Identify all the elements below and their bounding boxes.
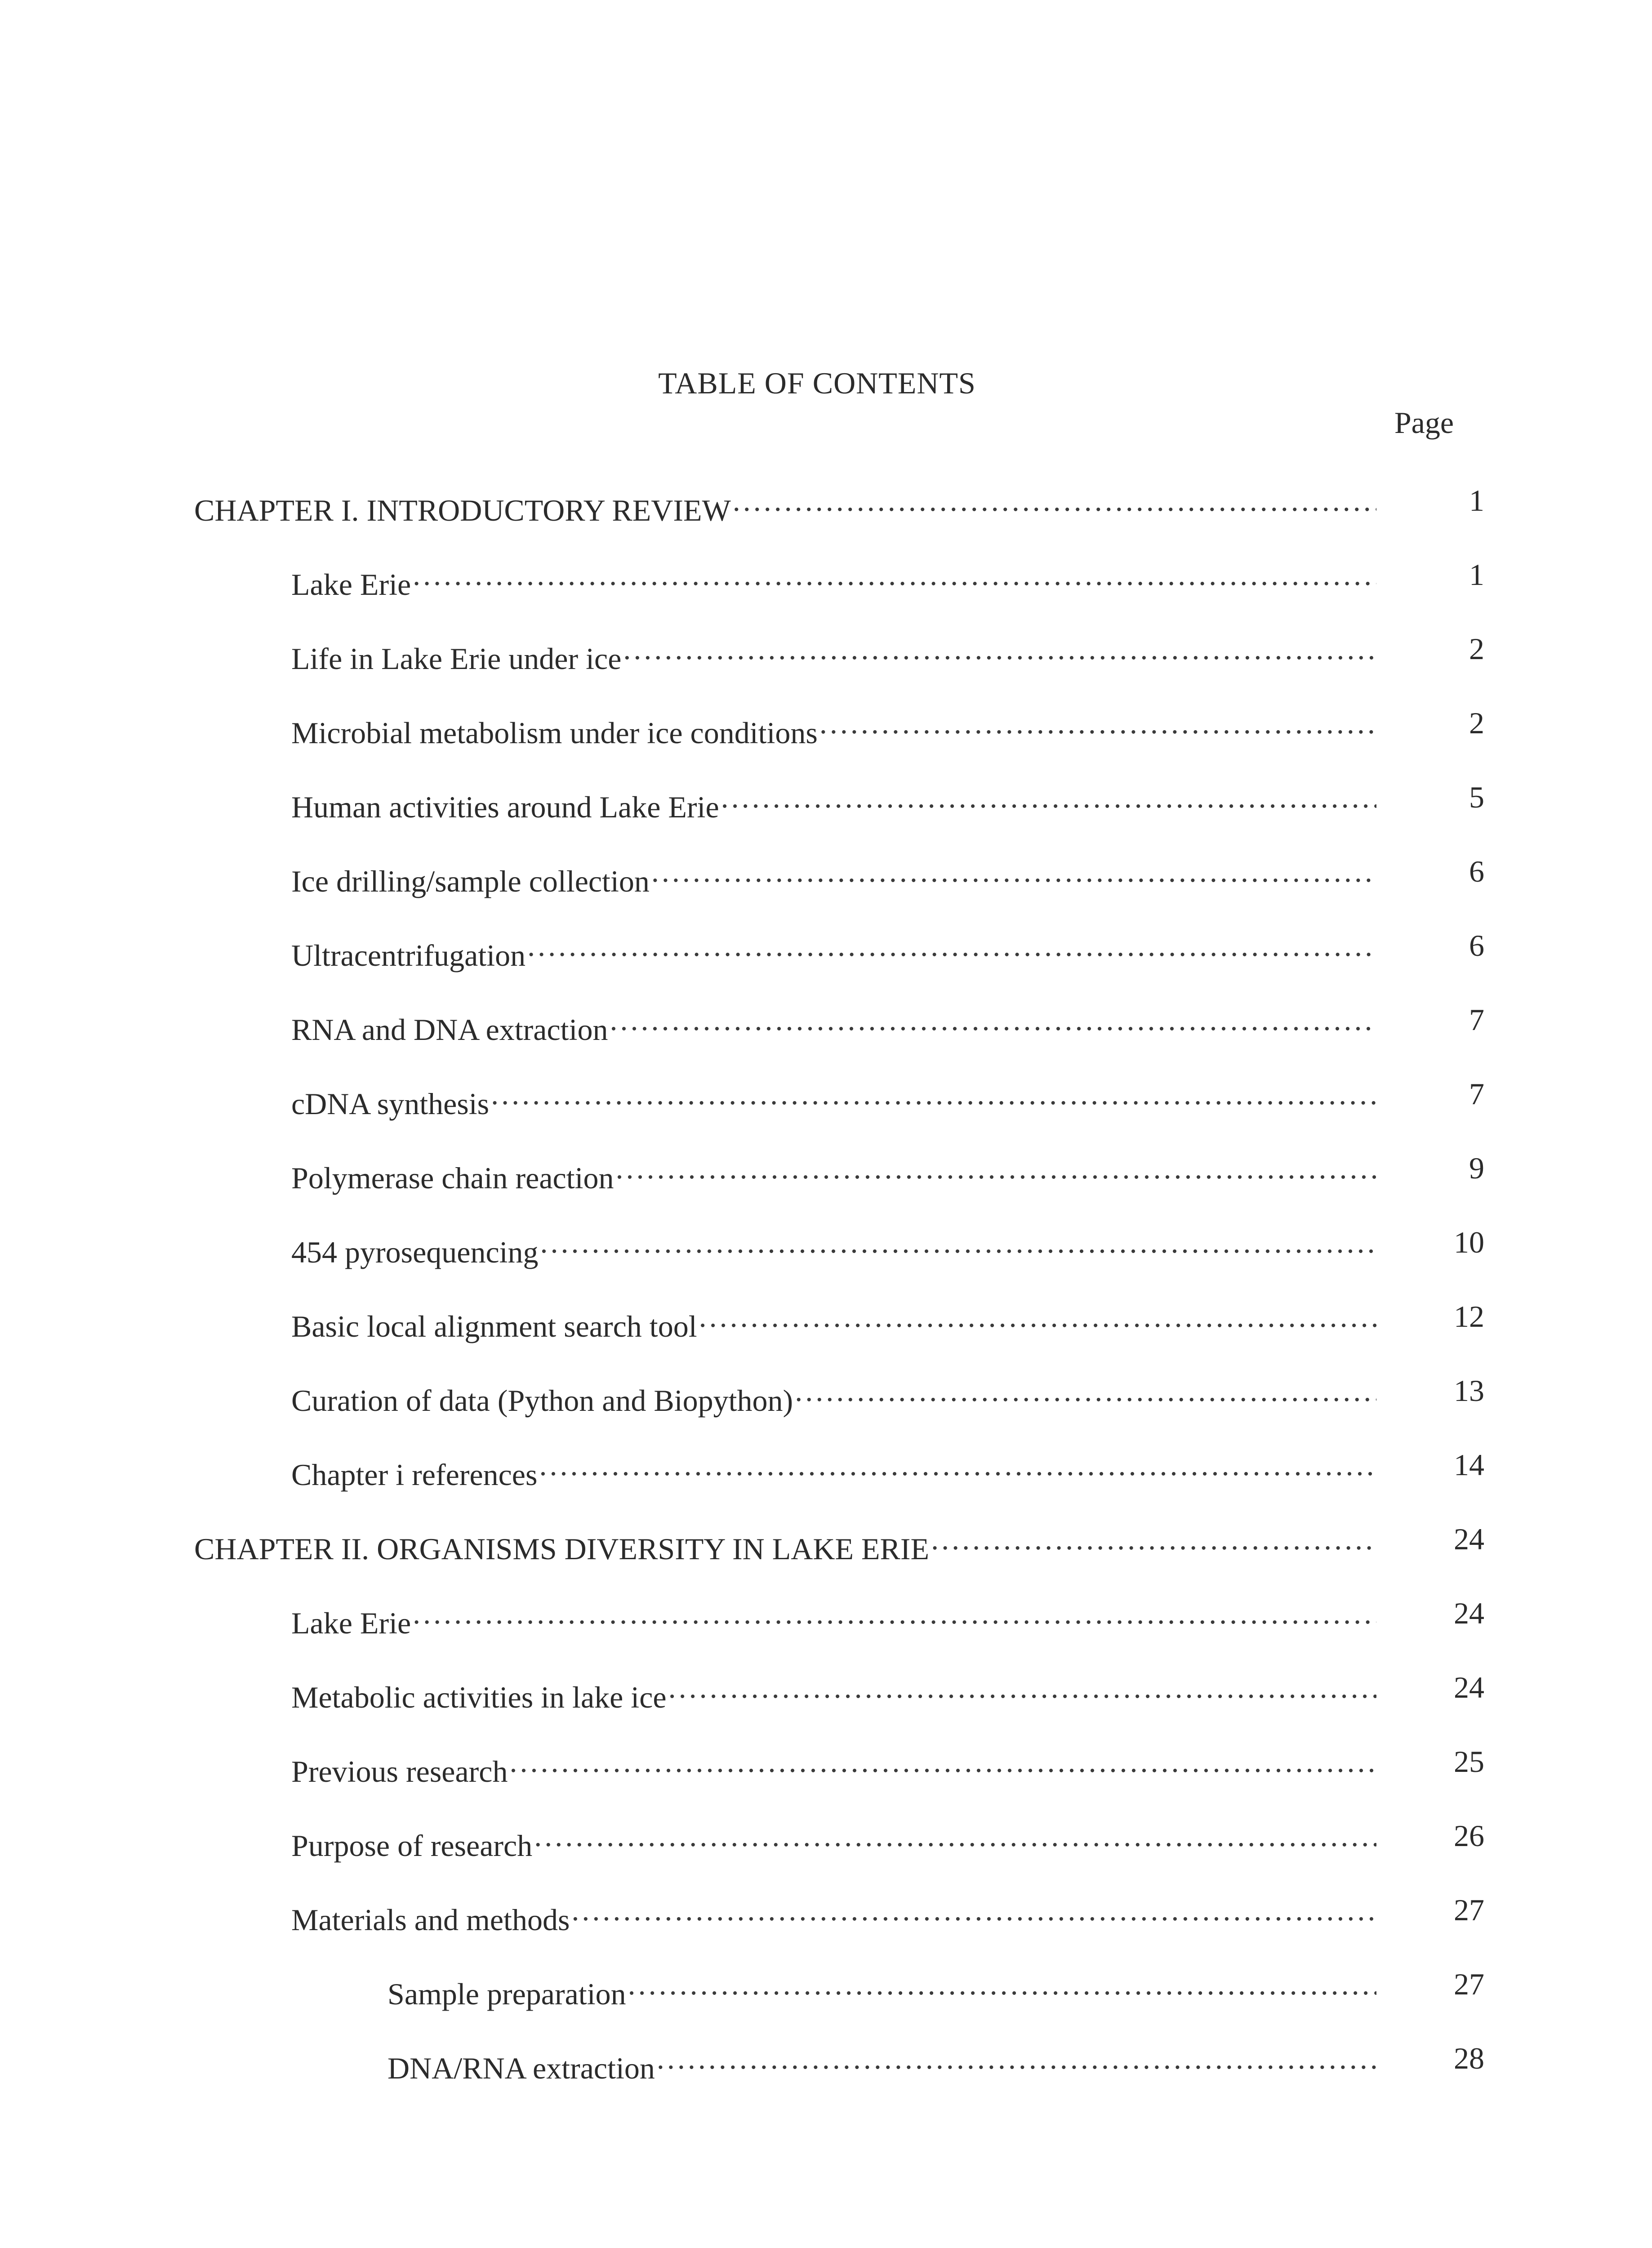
dot-leader [699, 1296, 1376, 1337]
toc-entry-label: Life in Lake Erie under ice [291, 638, 623, 679]
toc-entry-page: 12 [1454, 1299, 1484, 1334]
dot-leader [413, 1593, 1376, 1633]
dot-leader [413, 554, 1376, 595]
toc-entry-page: 2 [1469, 632, 1484, 666]
dot-leader [623, 629, 1376, 669]
dot-leader [491, 1074, 1376, 1114]
toc-entry[interactable] [291, 1667, 1484, 1714]
dot-leader [657, 2038, 1376, 2079]
toc-entry[interactable] [291, 999, 1484, 1047]
toc-entry-label: Sample preparation [387, 1974, 628, 2014]
toc-entry-label: DNA/RNA extraction [387, 2048, 657, 2088]
toc-entry[interactable] [291, 1890, 1484, 1937]
toc-entry-label: Polymerase chain reaction [291, 1158, 616, 1198]
toc-entry-label: Ice drilling/sample collection [291, 861, 651, 901]
toc-entry-label: Purpose of research [291, 1825, 534, 1866]
toc-entry-page: 25 [1454, 1744, 1484, 1779]
toc-entry-chapter-1[interactable] [194, 480, 1484, 527]
toc-entry[interactable] [291, 1074, 1484, 1121]
toc-entry-page: 28 [1454, 2041, 1484, 2075]
toc-entry[interactable] [291, 1222, 1484, 1269]
dot-leader [509, 1741, 1376, 1782]
dot-leader [628, 1964, 1376, 2004]
dot-leader [539, 1445, 1376, 1485]
dot-leader [571, 1890, 1376, 1930]
toc-entry-label: Metabolic activities in lake ice [291, 1677, 668, 1717]
toc-entry-label: CHAPTER I. INTRODUCTORY REVIEW [194, 490, 733, 531]
dot-leader [795, 1370, 1376, 1411]
toc-entry-label: Microbial metabolism under ice conditions [291, 713, 819, 753]
toc-entry[interactable] [291, 629, 1484, 676]
toc-entry-page: 9 [1469, 1151, 1484, 1185]
dot-leader [668, 1667, 1376, 1708]
toc-entry[interactable] [291, 777, 1484, 824]
dot-leader [527, 925, 1376, 966]
toc-entry-page: 1 [1469, 558, 1484, 592]
toc-entry-page: 24 [1454, 1596, 1484, 1630]
toc-entry-label: CHAPTER II. ORGANISMS DIVERSITY IN LAKE ERIE [194, 1529, 931, 1569]
dot-leader [721, 777, 1376, 817]
toc-entry-page: 1 [1469, 483, 1484, 517]
toc-entry[interactable] [291, 554, 1484, 602]
toc-entry-label: Materials and methods [291, 1900, 571, 1940]
toc-entry[interactable] [291, 1445, 1484, 1492]
toc-title: TABLE OF CONTENTS [658, 366, 976, 400]
toc-entry-page: 7 [1469, 1003, 1484, 1037]
toc-entry-page: 26 [1454, 1819, 1484, 1853]
toc-entry[interactable] [387, 2038, 1484, 2085]
toc-entry-label: Curation of data (Python and Biopython) [291, 1380, 795, 1421]
toc-entry[interactable] [291, 703, 1484, 750]
toc-entry[interactable] [291, 925, 1484, 972]
toc-entry[interactable] [291, 851, 1484, 898]
toc-entry-page: 14 [1454, 1448, 1484, 1482]
toc-entry-label: cDNA synthesis [291, 1084, 491, 1124]
toc-entry-page: 6 [1469, 928, 1484, 963]
toc-entry-page: 24 [1454, 1670, 1484, 1704]
toc-entry-page: 2 [1469, 706, 1484, 740]
page-column-label: Page [1394, 406, 1454, 440]
toc-entry-label: Basic local alignment search tool [291, 1306, 699, 1347]
dot-leader [931, 1519, 1376, 1559]
toc-entry-label: Chapter i references [291, 1454, 539, 1495]
toc-entry[interactable] [291, 1815, 1484, 1863]
toc-entry-page: 5 [1469, 780, 1484, 814]
toc-entry-label: 454 pyrosequencing [291, 1232, 540, 1272]
dot-leader [616, 1148, 1377, 1188]
toc-entry-label: Previous research [291, 1751, 509, 1792]
toc-entry[interactable] [291, 1741, 1484, 1789]
toc-entry-label: RNA and DNA extraction [291, 1009, 610, 1050]
dot-leader [651, 851, 1376, 892]
toc-entry-page: 10 [1454, 1225, 1484, 1259]
toc-entry[interactable] [387, 1964, 1484, 2011]
dot-leader [819, 703, 1376, 743]
toc-entry-label: Ultracentrifugation [291, 935, 527, 976]
dot-leader [540, 1222, 1376, 1262]
toc-entry-page: 27 [1454, 1893, 1484, 1927]
toc-entry[interactable] [291, 1148, 1484, 1195]
toc-entry[interactable] [291, 1296, 1484, 1343]
toc-entry-label: Human activities around Lake Erie [291, 787, 721, 827]
toc-entry-label: Lake Erie [291, 564, 413, 605]
toc-entry-page: 24 [1454, 1522, 1484, 1556]
dot-leader [733, 480, 1376, 521]
toc-entry-label: Lake Erie [291, 1603, 413, 1643]
toc-entry[interactable] [291, 1370, 1484, 1418]
toc-entry-page: 6 [1469, 854, 1484, 888]
toc-entry-page: 7 [1469, 1077, 1484, 1111]
dot-leader [610, 999, 1376, 1040]
toc-entry-page: 27 [1454, 1967, 1484, 2001]
dot-leader [534, 1815, 1376, 1856]
toc-entry[interactable] [291, 1593, 1484, 1640]
toc-entry-page: 13 [1454, 1374, 1484, 1408]
toc-entry-chapter-2[interactable] [194, 1519, 1484, 1566]
